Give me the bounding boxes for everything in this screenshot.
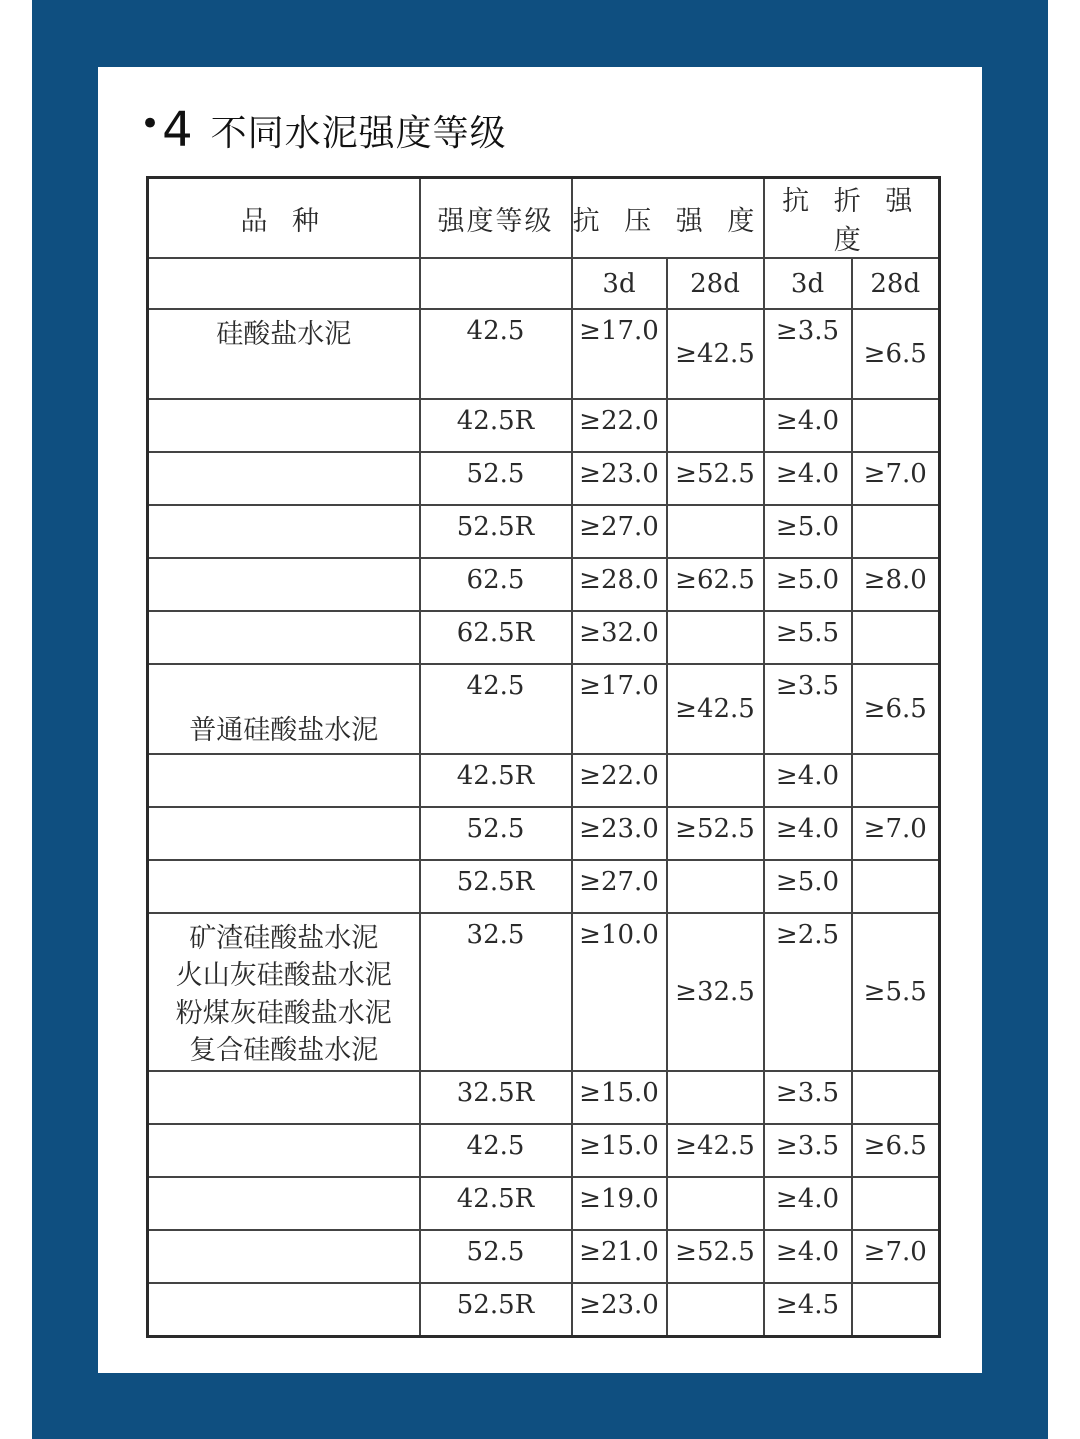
compressive-28d-cell [667,754,764,807]
compressive-28d-cell: ≥42.5 [667,1124,764,1177]
bullet-dot: • [140,104,161,144]
table-row [148,505,940,558]
flexural-3d-cell: ≥5.0 [764,860,852,913]
variety-name [148,1283,420,1336]
flexural-3d-cell: ≥4.0 [764,1230,852,1283]
grade-cell: 32.5 [420,913,572,1071]
grade-cell: 42.5R [420,399,572,452]
grade-cell: 42.5R [420,1177,572,1230]
compressive-3d-cell: ≥27.0 [572,860,667,913]
variety-names [148,913,420,1071]
variety-name [148,611,420,664]
table-row [148,807,940,860]
header-row [148,178,940,259]
grade-cell: 52.5 [420,1230,572,1283]
flexural-28d-cell: ≥6.5 [852,309,940,399]
compressive-28d-cell: ≥52.5 [667,1230,764,1283]
subheader-compressive-28d: 28d [667,258,764,309]
compressive-28d-cell: ≥42.5 [667,309,764,399]
header-flexural: 抗 折 强 度 [764,178,940,259]
compressive-28d-cell: ≥42.5 [667,664,764,754]
flexural-3d-cell: ≥4.0 [764,754,852,807]
variety-name [148,860,420,913]
compressive-3d-cell: ≥22.0 [572,399,667,452]
flexural-28d-cell: ≥7.0 [852,452,940,505]
variety-name: 火山灰硅酸盐水泥 [175,960,392,992]
compressive-28d-cell [667,399,764,452]
table-row [148,754,940,807]
grade-cell: 52.5R [420,860,572,913]
compressive-28d-cell [667,611,764,664]
header-grade: 强度等级 [420,178,572,259]
compressive-3d-cell: ≥15.0 [572,1124,667,1177]
compressive-3d-cell: ≥28.0 [572,558,667,611]
compressive-3d-cell: ≥21.0 [572,1230,667,1283]
flexural-28d-cell: ≥5.5 [852,913,940,1071]
compressive-3d-cell: ≥23.0 [572,807,667,860]
variety-name [148,1124,420,1177]
table-row [148,664,940,754]
section-title: 不同水泥强度等级 [210,112,507,154]
flexural-28d-cell: ≥7.0 [852,1230,940,1283]
flexural-3d-cell: ≥3.5 [764,664,852,754]
flexural-3d-cell: ≥3.5 [764,1124,852,1177]
flexural-28d-cell [852,1283,940,1336]
grade-cell: 62.5 [420,558,572,611]
flexural-28d-cell [852,399,940,452]
flexural-28d-cell [852,505,940,558]
flexural-3d-cell: ≥5.0 [764,505,852,558]
compressive-3d-cell: ≥27.0 [572,505,667,558]
compressive-28d-cell [667,505,764,558]
table-row [148,1071,940,1124]
compressive-3d-cell: ≥22.0 [572,754,667,807]
header-compressive: 抗 压 强 度 [572,178,764,259]
flexural-3d-cell: ≥4.0 [764,807,852,860]
table-row [148,611,940,664]
compressive-3d-cell: ≥23.0 [572,1283,667,1336]
grade-cell: 42.5 [420,664,572,754]
variety-name [148,1071,420,1124]
section-heading [140,100,507,160]
variety-name [148,558,420,611]
flexural-28d-cell [852,1071,940,1124]
compressive-28d-cell [667,1177,764,1230]
subheader-flexural-28d: 28d [852,258,940,309]
grade-cell: 52.5 [420,452,572,505]
flexural-3d-cell: ≥3.5 [764,309,852,399]
table-row [148,1230,940,1283]
flexural-3d-cell: ≥4.0 [764,1177,852,1230]
table-row [148,399,940,452]
grade-cell: 42.5 [420,309,572,399]
variety-name: 复合硅酸盐水泥 [189,1034,379,1066]
subheader-flexural-3d: 3d [764,258,852,309]
table-row [148,558,940,611]
compressive-28d-cell: ≥52.5 [667,807,764,860]
grade-cell: 52.5R [420,505,572,558]
table-row [148,913,940,1071]
variety-name: 硅酸盐水泥 [148,309,420,399]
variety-name: 矿渣硅酸盐水泥 [189,923,379,954]
flexural-28d-cell [852,754,940,807]
variety-name [148,1177,420,1230]
subheader-blank [420,258,572,309]
compressive-28d-cell: ≥62.5 [667,558,764,611]
subheader-compressive-3d: 3d [572,258,667,309]
table-row [148,1177,940,1230]
compressive-3d-cell: ≥19.0 [572,1177,667,1230]
compressive-28d-cell: ≥32.5 [667,913,764,1071]
compressive-28d-cell [667,860,764,913]
flexural-28d-cell [852,1177,940,1230]
header-variety: 品 种 [148,178,420,259]
variety-name [148,399,420,452]
compressive-28d-cell [667,1283,764,1336]
flexural-28d-cell: ≥6.5 [852,664,940,754]
table-row [148,1283,940,1336]
subheader-blank [148,258,420,309]
table-row [148,860,940,913]
table-row [148,309,940,399]
variety-name: 粉煤灰硅酸盐水泥 [175,997,392,1029]
table-row [148,452,940,505]
flexural-28d-cell: ≥8.0 [852,558,940,611]
table-row [148,1124,940,1177]
variety-name [148,452,420,505]
flexural-28d-cell [852,611,940,664]
flexural-3d-cell: ≥4.0 [764,452,852,505]
grade-cell: 62.5R [420,611,572,664]
variety-name [148,807,420,860]
compressive-3d-cell: ≥17.0 [572,309,667,399]
grade-cell: 42.5 [420,1124,572,1177]
flexural-3d-cell: ≥5.0 [764,558,852,611]
compressive-3d-cell: ≥10.0 [572,913,667,1071]
variety-name [148,754,420,807]
variety-name: 普通硅酸盐水泥 [148,664,420,754]
section-number: 4 [162,102,193,158]
grade-cell: 52.5R [420,1283,572,1336]
compressive-28d-cell: ≥52.5 [667,452,764,505]
compressive-3d-cell: ≥17.0 [572,664,667,754]
flexural-28d-cell [852,860,940,913]
compressive-3d-cell: ≥15.0 [572,1071,667,1124]
cement-strength-table [146,176,941,1338]
grade-cell: 32.5R [420,1071,572,1124]
variety-name [148,1230,420,1283]
flexural-3d-cell: ≥5.5 [764,611,852,664]
compressive-28d-cell [667,1071,764,1124]
variety-name [148,505,420,558]
flexural-28d-cell: ≥6.5 [852,1124,940,1177]
compressive-3d-cell: ≥32.0 [572,611,667,664]
compressive-3d-cell: ≥23.0 [572,452,667,505]
flexural-3d-cell: ≥4.5 [764,1283,852,1336]
subheader-row [148,258,940,309]
grade-cell: 52.5 [420,807,572,860]
grade-cell: 42.5R [420,754,572,807]
flexural-3d-cell: ≥2.5 [764,913,852,1071]
flexural-28d-cell: ≥7.0 [852,807,940,860]
flexural-3d-cell: ≥4.0 [764,399,852,452]
flexural-3d-cell: ≥3.5 [764,1071,852,1124]
